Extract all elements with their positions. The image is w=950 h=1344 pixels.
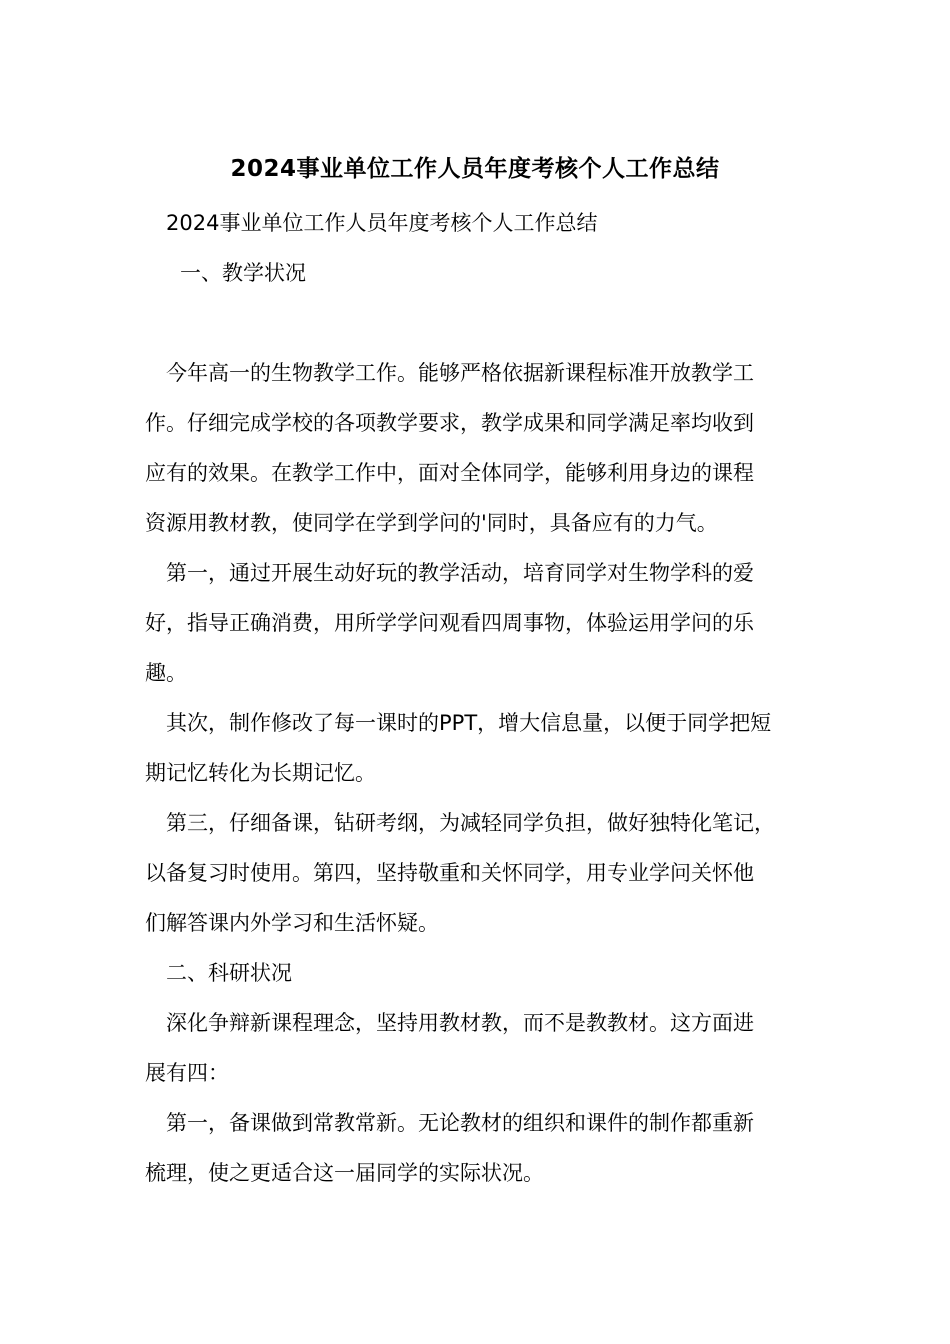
subtitle-line: 2024事业单位工作人员年度考核个人工作总结 (166, 211, 598, 235)
paragraph-line: 趣。 (145, 661, 187, 685)
paragraph-line: 以备复习时使用。第四，坚持敬重和关怀同学，用专业学问关怀他 (145, 861, 754, 885)
paragraph-line: 今年高一的生物教学工作。能够严格依据新课程标准开放教学工 (166, 361, 754, 385)
paragraph-line: 第一，通过开展生动好玩的教学活动，培育同学对生物学科的爱 (166, 561, 754, 585)
paragraph-line: 展有四： (145, 1061, 229, 1085)
paragraph-line: 其次，制作修改了每一课时的PPT，增大信息量，以便于同学把短 (166, 711, 772, 735)
paragraph-line: 们解答课内外学习和生活怀疑。 (145, 911, 439, 935)
paragraph-line: 应有的效果。在教学工作中，面对全体同学，能够利用身边的课程 (145, 461, 754, 485)
paragraph-line: 梳理，使之更适合这一届同学的实际状况。 (145, 1161, 544, 1185)
document-title: 2024事业单位工作人员年度考核个人工作总结 (230, 156, 720, 182)
section-heading-research: 二、科研状况 (166, 961, 292, 985)
paragraph-line: 好，指导正确消费，用所学学问观看四周事物，体验运用学问的乐 (145, 611, 754, 635)
section-heading-teaching: 一、教学状况 (180, 261, 306, 285)
paragraph-line: 第三，仔细备课，钻研考纲，为减轻同学负担，做好独特化笔记， (166, 811, 775, 835)
paragraph-line: 第一，备课做到常教常新。无论教材的组织和课件的制作都重新 (166, 1111, 754, 1135)
paragraph-line: 深化争辩新课程理念，坚持用教材教，而不是教教材。这方面进 (166, 1011, 754, 1035)
paragraph-line: 资源用教材教，使同学在学到学问的'同时，具备应有的力气。 (145, 511, 718, 535)
paragraph-line: 期记忆转化为长期记忆。 (145, 761, 376, 785)
paragraph-line: 作。仔细完成学校的各项教学要求，教学成果和同学满足率均收到 (145, 411, 754, 435)
